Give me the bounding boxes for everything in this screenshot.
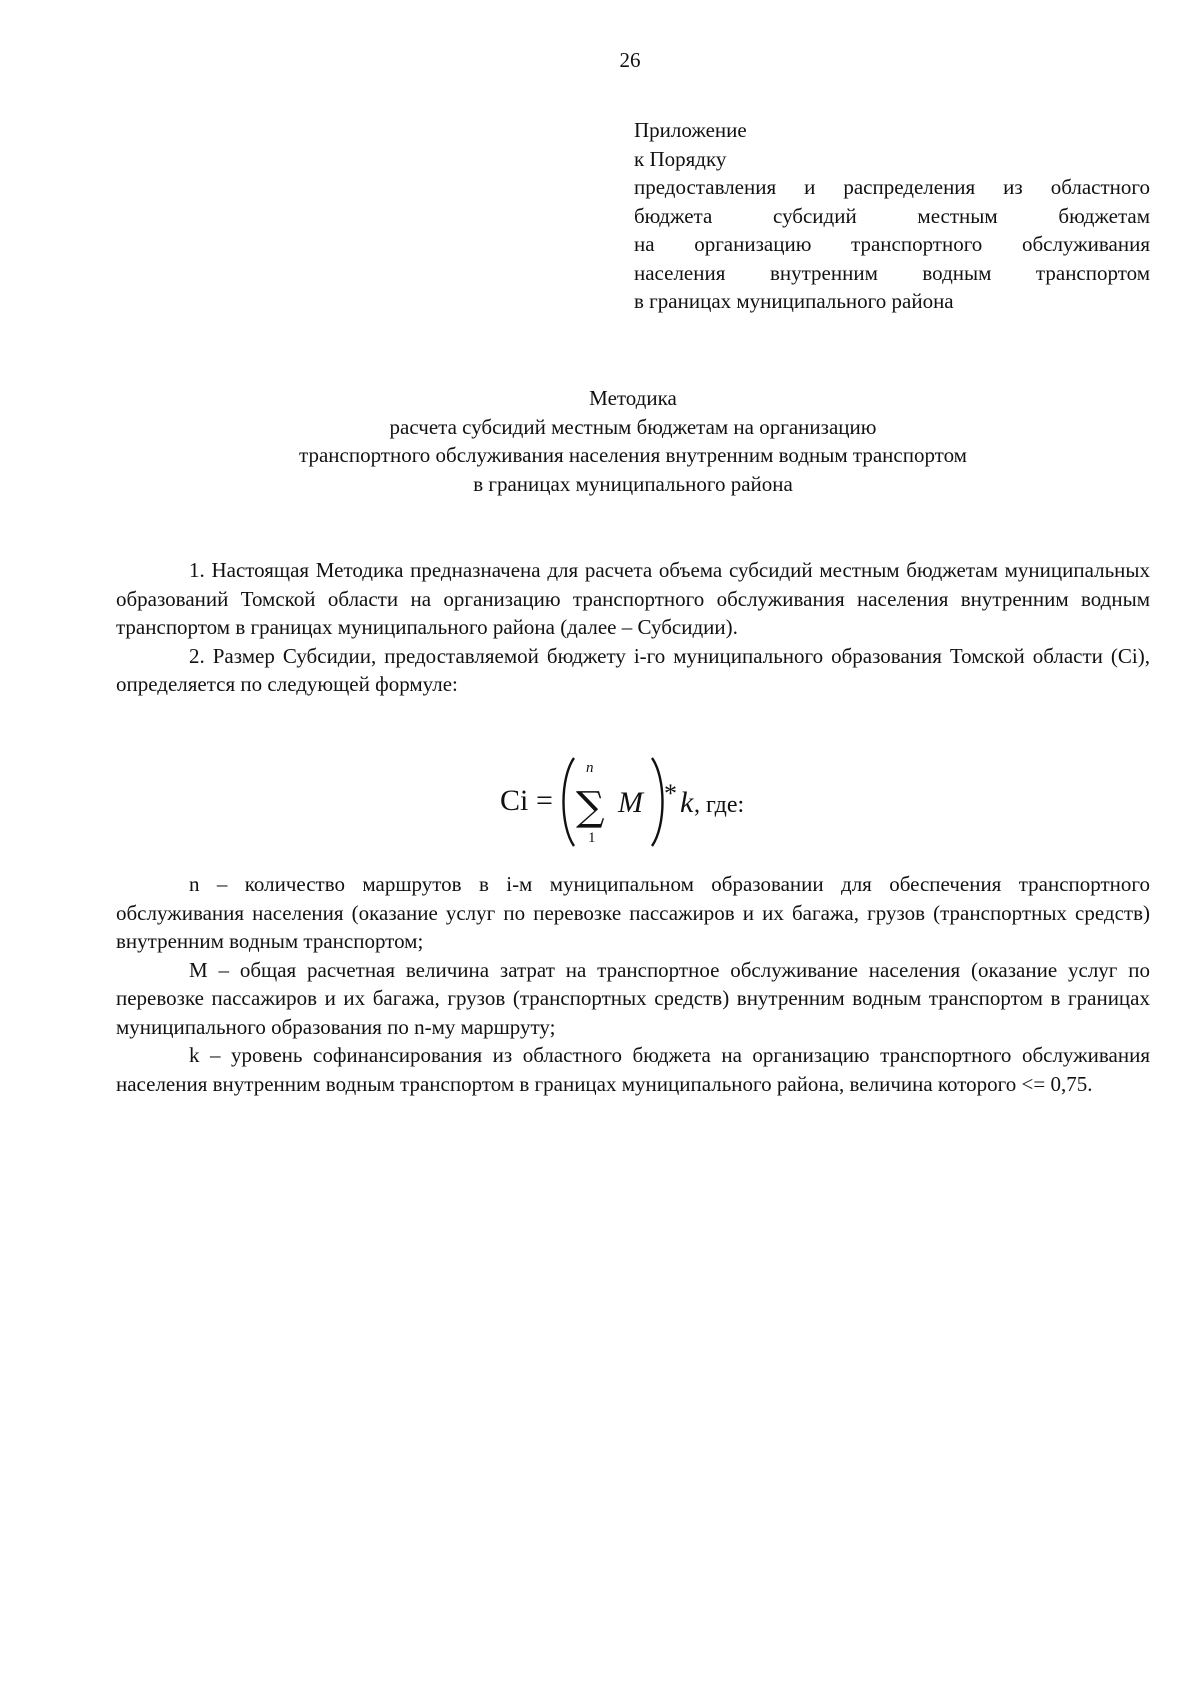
appendix-header	[634, 116, 1150, 316]
definition-k: k – уровень софинансирования из областного бюджета на организацию транспортного обслуживания населения внутренним водным транспортом в границах муниципального района, величина которого <= 0,75.	[116, 1043, 1150, 1096]
formula-lhs: Ci	[500, 784, 529, 817]
formula-upper-limit: n	[586, 760, 594, 776]
appendix-line: в границах муниципального района	[634, 289, 954, 313]
paragraph: 2. Размер Субсидии, предоставляемой бюджету i-го муниципального образования Томской области (Ci), определяется по следующей формуле:	[116, 643, 1150, 696]
title-line: Методика	[589, 386, 677, 410]
appendix-line: на организацию транспортного обслуживания	[634, 232, 1150, 256]
formula-suffix: , где:	[694, 792, 745, 818]
body-section-intro	[116, 556, 1150, 699]
appendix-line: бюджета субсидий местным бюджетам	[634, 203, 1150, 228]
body-section-definitions	[116, 870, 1150, 1098]
formula-equals: =	[536, 784, 553, 817]
title-line: расчета субсидий местным бюджетам на организацию	[389, 414, 877, 439]
left-paren	[564, 758, 575, 846]
document-title	[116, 384, 1150, 498]
subsidy-formula	[500, 750, 780, 850]
formula-lower-limit: 1	[588, 830, 596, 846]
formula-factor: k	[680, 786, 694, 819]
appendix-line: населения внутренним водным транспортом	[634, 260, 1150, 285]
right-paren	[652, 758, 663, 846]
formula-sigma: ∑	[576, 784, 605, 830]
appendix-line: к Порядку	[634, 146, 727, 171]
title-line: транспортного обслуживания населения внутренним водным транспортом	[299, 443, 967, 467]
definition-n: n – количество маршрутов в i-м муниципальном образовании для обеспечения транспортного обслуживания населения (оказание услуг по перевозке пассажиров и их багажа, грузов (транспортных средств) внутренним водным транспортом;	[116, 872, 1150, 953]
definition-m: M – общая расчетная величина затрат на транспортное обслуживание населения (оказание услуг по перевозке пассажиров и их багажа, грузов (транспортных средств) внутренним водным транспортом в границах муниципального образования по n-му маршруту;	[116, 957, 1150, 1039]
paragraph: 1. Настоящая Методика предназначена для расчета объема субсидий местным бюджетам муниципальных образований Томской области на организацию транспортного обслуживания населения внутренним водным транспортом в границах муниципального района (далее – Субсидии).	[116, 558, 1150, 639]
appendix-line: предоставления и распределения из областного	[634, 175, 1150, 199]
page-number: 26	[619, 48, 641, 72]
formula-summand: M	[618, 786, 643, 819]
appendix-line: Приложение	[634, 118, 747, 142]
formula-multiply: *	[664, 779, 677, 808]
title-line: в границах муниципального района	[473, 471, 793, 496]
